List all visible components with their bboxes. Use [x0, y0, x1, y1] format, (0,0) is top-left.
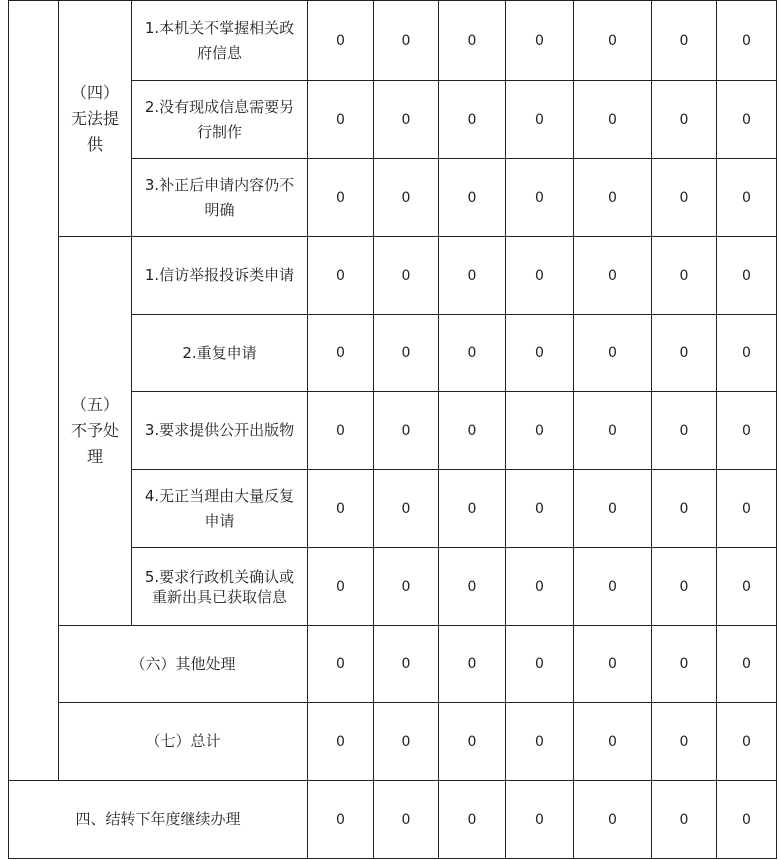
cell-value: 0: [439, 470, 506, 548]
cell-value: 0: [652, 237, 717, 315]
cell-value: 0: [717, 626, 777, 703]
cell-value: 0: [439, 392, 506, 470]
cell-value: 0: [506, 781, 574, 859]
cell-value: 0: [374, 626, 439, 703]
cell-value: 0: [374, 470, 439, 548]
cell-value: 0: [308, 1, 374, 81]
cell-value: 0: [439, 315, 506, 392]
cell-value: 0: [506, 237, 574, 315]
table-row: [9, 781, 777, 859]
cell-value: 0: [374, 548, 439, 626]
cell-value: 0: [652, 626, 717, 703]
cell-value: 0: [308, 392, 374, 470]
cell-value: 0: [374, 237, 439, 315]
cell-value: 0: [439, 1, 506, 81]
cell-value: 0: [717, 781, 777, 859]
cell-value: 0: [652, 781, 717, 859]
cell-value: 0: [308, 781, 374, 859]
cell-value: 0: [308, 237, 374, 315]
cell-value: 0: [717, 548, 777, 626]
cell-value: 0: [439, 548, 506, 626]
cell-value: 0: [374, 703, 439, 781]
cell-value: 0: [374, 315, 439, 392]
cell-value: 0: [717, 703, 777, 781]
cell-value: 0: [506, 81, 574, 159]
cell-value: 0: [717, 470, 777, 548]
row-label: 3.要求提供公开出版物: [132, 392, 308, 470]
cell-value: 0: [652, 315, 717, 392]
group-label-buyu-chuli: （五）不予处理: [59, 237, 132, 626]
cell-value: 0: [574, 81, 652, 159]
cell-value: 0: [308, 626, 374, 703]
row-label: 5.要求行政机关确认或重新出具已获取信息: [132, 548, 308, 626]
cell-value: 0: [374, 81, 439, 159]
cell-value: 0: [308, 470, 374, 548]
cell-value: 0: [717, 237, 777, 315]
row-label: 1.本机关不掌握相关政府信息: [132, 1, 308, 81]
row-label: 2.重复申请: [132, 315, 308, 392]
statistics-table: [8, 0, 777, 859]
table-row: [9, 1, 777, 81]
carryover-label: 四、结转下年度继续办理: [9, 781, 308, 859]
cell-value: 0: [506, 392, 574, 470]
cell-value: 0: [652, 159, 717, 237]
other-label: （六）其他处理: [59, 626, 308, 703]
cell-value: 0: [574, 626, 652, 703]
cell-value: 0: [374, 159, 439, 237]
cell-value: 0: [717, 392, 777, 470]
cell-value: 0: [439, 81, 506, 159]
cell-value: 0: [308, 81, 374, 159]
cell-value: 0: [574, 781, 652, 859]
cell-value: 0: [574, 703, 652, 781]
cell-value: 0: [506, 159, 574, 237]
cell-value: 0: [506, 548, 574, 626]
cell-value: 0: [652, 703, 717, 781]
cell-value: 0: [574, 470, 652, 548]
group-label-wufa-tigong: （四）无法提供: [59, 1, 132, 237]
cell-value: 0: [374, 781, 439, 859]
cell-value: 0: [717, 1, 777, 81]
total-label: （七）总计: [59, 703, 308, 781]
cell-value: 0: [717, 315, 777, 392]
cell-value: 0: [652, 392, 717, 470]
table-row: [9, 237, 777, 315]
cell-value: 0: [574, 159, 652, 237]
row-label: 1.信访举报投诉类申请: [132, 237, 308, 315]
cell-value: 0: [374, 392, 439, 470]
cell-value: 0: [308, 548, 374, 626]
row-label: 3.补正后申请内容仍不明确: [132, 159, 308, 237]
cell-value: 0: [652, 81, 717, 159]
row-label: 4.无正当理由大量反复申请: [132, 470, 308, 548]
cell-value: 0: [652, 1, 717, 81]
cell-value: 0: [574, 237, 652, 315]
cell-value: 0: [506, 470, 574, 548]
cell-value: 0: [652, 548, 717, 626]
cell-value: 0: [574, 392, 652, 470]
cell-value: 0: [439, 703, 506, 781]
cell-value: 0: [374, 1, 439, 81]
cell-value: 0: [439, 781, 506, 859]
cell-value: 0: [652, 470, 717, 548]
cell-value: 0: [439, 159, 506, 237]
table-row: [9, 626, 777, 703]
cell-value: 0: [574, 315, 652, 392]
table-row: [9, 703, 777, 781]
cell-value: 0: [308, 703, 374, 781]
cell-value: 0: [717, 159, 777, 237]
cell-value: 0: [574, 548, 652, 626]
cell-value: 0: [574, 1, 652, 81]
cell-value: 0: [439, 237, 506, 315]
outer-left-column: [9, 1, 59, 781]
cell-value: 0: [506, 315, 574, 392]
cell-value: 0: [506, 1, 574, 81]
cell-value: 0: [308, 315, 374, 392]
cell-value: 0: [506, 703, 574, 781]
cell-value: 0: [717, 81, 777, 159]
cell-value: 0: [308, 159, 374, 237]
row-label: 2.没有现成信息需要另行制作: [132, 81, 308, 159]
cell-value: 0: [439, 626, 506, 703]
cell-value: 0: [506, 626, 574, 703]
